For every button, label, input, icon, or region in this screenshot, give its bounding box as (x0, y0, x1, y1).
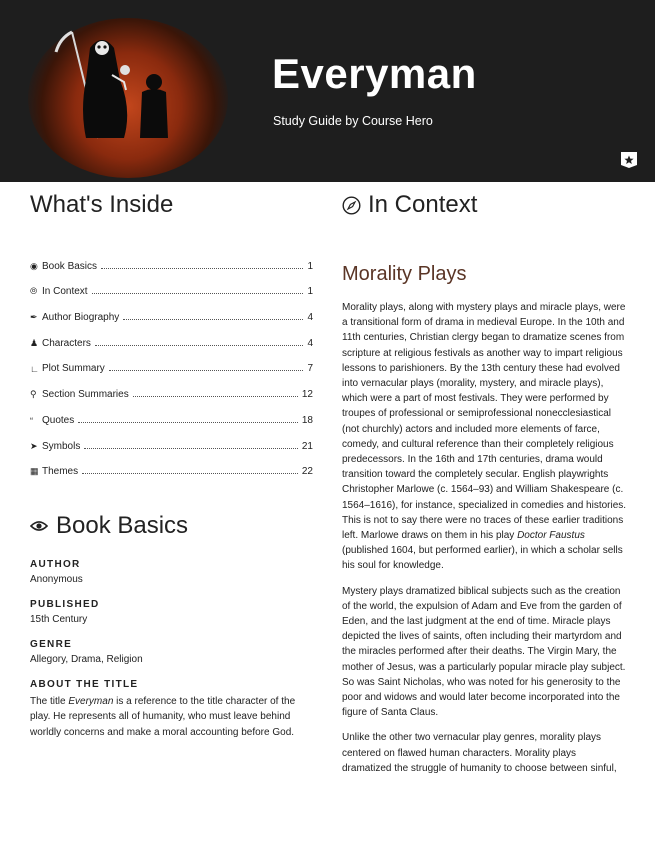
toc-item-characters[interactable] (30, 323, 313, 349)
left-column (30, 190, 313, 740)
eye-icon (30, 520, 48, 532)
genre-label: GENRE (30, 639, 73, 651)
toc-item-page: 12 (301, 389, 313, 401)
genre-value: Allegory, Drama, Religion (30, 654, 143, 666)
toc-leader (84, 448, 298, 449)
about-text-post: is a reference to the title character of the play. He represents all of humanity, who must leave behind worldly concerns and make a moral accounting before God. (30, 696, 296, 738)
author-value: Anonymous (30, 574, 83, 586)
toc-leader (123, 319, 303, 320)
context-paragraph-2: Mystery plays dramatized biblical subjects such as the creation of the world, the expulsion of Adam and Eve from the garden of Eden, and the last judgment at the end of time. Miracle plays depicted the lives of saints, often including their martyrdom and the miracles performed after their deaths. The Virgin Mary, the mother of Jesus, was a particularly popular miracle play subject. So was Saint Nicholas, who was noted for his generosity to the poor and widows and would later become incorporated into the figure of Santa Claus. (342, 585, 626, 719)
toc-item-label: Characters (42, 337, 91, 349)
people-icon: ♟ (30, 337, 39, 348)
toc-item-label: Themes (42, 466, 79, 478)
about-text-pre: The title (30, 696, 69, 708)
toc-leader (109, 370, 304, 371)
table-of-contents (30, 246, 313, 477)
pen-icon: ✒ (30, 312, 38, 323)
book-basics-heading: Book Basics (56, 512, 189, 540)
toc-item-plot-summary[interactable] (30, 349, 313, 375)
toc-leader (92, 293, 304, 294)
subtitle: Study Guide by Course Hero (273, 114, 433, 128)
toc-item-symbols[interactable] (30, 426, 313, 452)
toc-leader (78, 422, 298, 423)
toc-item-page: 18 (301, 414, 313, 426)
toc-item-themes[interactable] (30, 452, 313, 478)
in-context-header (342, 190, 627, 220)
toc-item-page: 1 (307, 286, 313, 298)
puzzle-icon: ▦ (30, 466, 39, 477)
context-paragraph-3: Unlike the other two vernacular play genres, morality plays centered on flawed human characters. Morality plays dramatized the struggle of humanity to choose between sinful, (342, 732, 617, 774)
compass-icon (342, 196, 361, 215)
p1-text-post: (published 1604, but performed earlier), in which a scholar sells his soul for knowledge. (342, 545, 623, 572)
cover-illustration (50, 20, 190, 150)
toc-item-label: Section Summaries (42, 389, 129, 401)
right-column (342, 190, 627, 776)
toc-item-author-biography[interactable] (30, 297, 313, 323)
toc-item-page: 4 (307, 312, 313, 324)
bird-icon: ➤ (30, 440, 38, 451)
context-paragraph-1 (342, 300, 627, 574)
published-label: PUBLISHED (30, 599, 100, 611)
toc-heading: What's Inside (30, 191, 174, 218)
toc-item-label: In Context (42, 286, 88, 298)
toc-item-section-summaries[interactable] (30, 374, 313, 400)
toc-item-quotes[interactable] (30, 400, 313, 426)
compass-icon: ⦾ (30, 286, 38, 297)
toc-item-page: 21 (301, 440, 313, 452)
morality-plays-heading: Morality Plays (342, 263, 467, 285)
about-text-em: Everyman (68, 696, 114, 708)
toc-item-book-basics[interactable] (30, 246, 313, 272)
quote-icon: “ (30, 415, 33, 426)
author-label: AUTHOR (30, 559, 81, 571)
toc-item-label: Symbols (42, 440, 81, 452)
published-value: 15th Century (30, 614, 88, 626)
magnifier-icon: ⚲ (30, 389, 37, 400)
toc-item-page: 22 (301, 466, 313, 478)
toc-leader (133, 396, 298, 397)
about-title-text (30, 694, 313, 740)
eye-icon: ◉ (30, 260, 38, 271)
toc-leader (82, 473, 298, 474)
toc-leader (95, 345, 304, 346)
p1-text-pre: Morality plays, along with mystery plays and miracle plays, were a transitional form of drama in medieval Europe. In the 10th and 11th centuries, Christian clergy began to dramatize scenes from scripture at religious festivals as another way to impart religious lessons to parishioners. By the 13th century these had evolved into vernacular plays (morality, mystery, and miracle plays), which were a part of most festivals. They were performed by troupes of professional or semiprofessional nonecclesiastical (not churchly) actors and included more elements of farce, comedy, and cultural reference than their completely religious predecessors. In the 16th and 17th centuries, drama would transition toward the completely secular. English playwrights Christopher Marlowe (c. 1564–93) and William Shakespeare (c. 1564–1616), for instance, specialized in comedies and histories. This is not to say there were no traces of these earlier traditions left. Marlowe draws on them in his play (342, 302, 627, 542)
page-title: Everyman (272, 50, 477, 97)
toc-item-page: 7 (307, 363, 313, 375)
toc-item-label: Author Biography (42, 312, 120, 324)
course-hero-logo-icon (620, 151, 638, 169)
toc-item-page: 4 (307, 337, 313, 349)
toc-item-in-context[interactable] (30, 272, 313, 298)
toc-item-page: 1 (307, 260, 313, 272)
toc-item-label: Quotes (42, 414, 75, 426)
toc-item-label: Book Basics (42, 260, 98, 272)
toc-leader (101, 268, 303, 269)
header-banner (0, 0, 655, 182)
book-basics-header (30, 511, 313, 541)
toc-item-label: Plot Summary (42, 363, 105, 375)
about-title-label: ABOUT THE TITLE (30, 679, 139, 691)
p1-text-em: Doctor Faustus (517, 530, 585, 542)
in-context-heading: In Context (368, 191, 478, 218)
chart-icon: ∟ (30, 364, 39, 375)
